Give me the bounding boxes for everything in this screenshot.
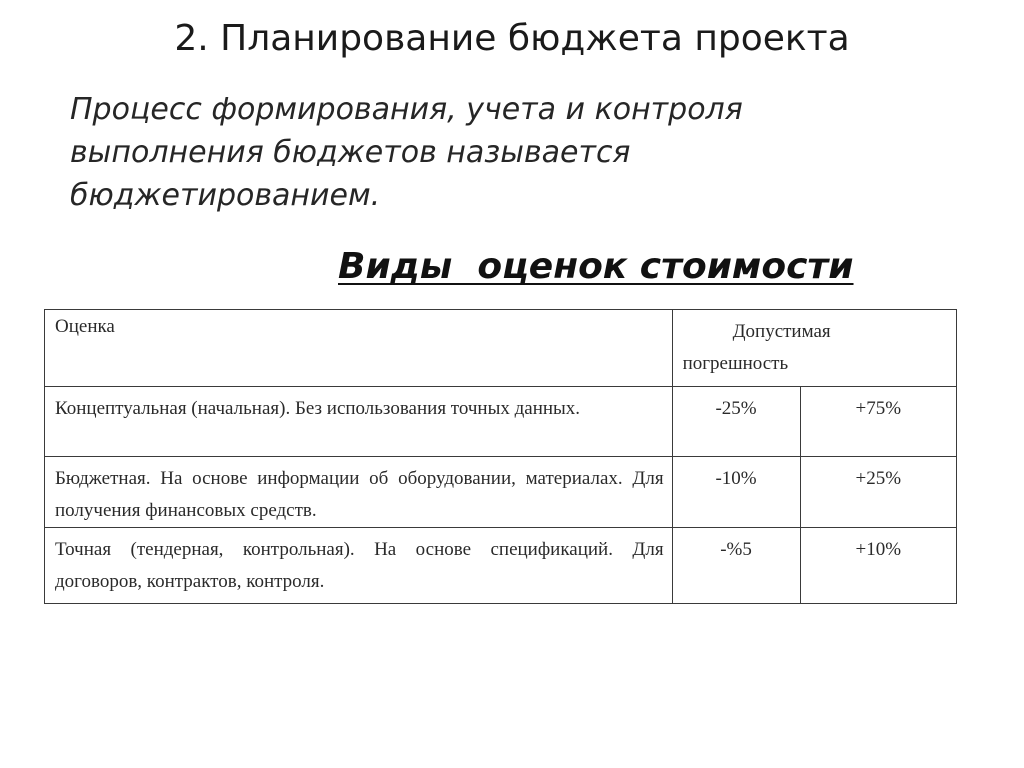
budgeting-definition: Процесс формирования, учета и контроля выполнения бюджетов называется бюджетированием. bbox=[70, 92, 743, 213]
row-description: Концептуальная (начальная). Без использования точных данных. bbox=[45, 387, 673, 457]
table-row bbox=[45, 528, 957, 604]
row-upper-bound: +75% bbox=[800, 387, 956, 457]
row-description: Точная (тендерная, контрольная). На основе спецификаций. Для договоров, контрактов, контроля. bbox=[45, 528, 673, 604]
table-row bbox=[45, 387, 957, 457]
cost-estimates-table bbox=[44, 309, 957, 604]
header-tolerance bbox=[672, 310, 956, 387]
row-upper-bound: +25% bbox=[800, 457, 956, 528]
row-lower-bound: -25% bbox=[672, 387, 800, 457]
row-upper-bound: +10% bbox=[800, 528, 956, 604]
slide-title: 2. Планирование бюджета проекта bbox=[174, 18, 850, 59]
header-tolerance-line2: погрешность bbox=[682, 353, 789, 374]
header-estimate: Оценка bbox=[45, 310, 673, 387]
row-description: Бюджетная. На основе информации об оборудовании, материалах. Для получения финансовых средств. bbox=[45, 457, 673, 528]
table-header-row bbox=[45, 310, 957, 387]
header-tolerance-line1: Допустимая bbox=[732, 321, 831, 342]
row-lower-bound: -10% bbox=[672, 457, 800, 528]
row-lower-bound: -%5 bbox=[672, 528, 800, 604]
table-row bbox=[45, 457, 957, 528]
cost-estimates-heading: Виды оценок стоимости bbox=[338, 246, 854, 287]
